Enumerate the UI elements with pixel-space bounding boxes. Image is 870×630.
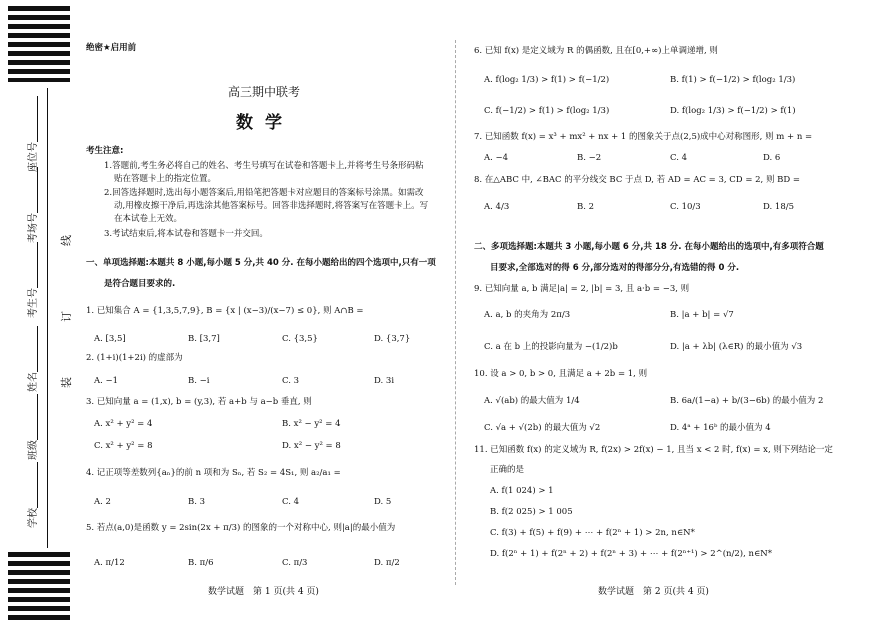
q8-stem: 8. 在△ABC 中, ∠BAC 的平分线交 BC 于点 D, 若 AD = AC = 3, CD = 2, 则 BD = <box>474 175 801 185</box>
field-exam-number: 考生号 <box>24 242 39 318</box>
q6-option-d: D. f(log₂ 1/3) > f(−1/2) > f(1) <box>670 106 796 116</box>
section1-heading: 一、单项选择题:本题共 8 小题,每小题 5 分,共 40 分. 在每小题给出的四个选项中,只有一项 <box>86 258 436 268</box>
q11-option-d: D. f(2ⁿ + 1) + f(2ⁿ + 2) + f(2ⁿ + 3) + ⋯ + f(2ⁿ⁺¹) > 2^(n/2), n∈N* <box>490 549 772 559</box>
q5-stem: 5. 若点(a,0)是函数 y = 2sin(2x + π/3) 的图象的一个对称中心, 则|a|的最小值为 <box>86 523 396 533</box>
q7-option-a: A. −4 <box>484 153 509 163</box>
field-room: 考场号 <box>24 167 39 243</box>
q1-option-a: A. [3,5] <box>94 334 126 344</box>
q3-option-d: D. x² − y² = 8 <box>282 441 341 451</box>
q4-option-d: D. 5 <box>374 497 392 507</box>
q8-option-c: C. 10/3 <box>670 202 701 212</box>
page2-footer: 数学试题 第 2 页(共 4 页) <box>598 587 709 597</box>
q1-option-b: B. [3,7] <box>188 334 220 344</box>
notice-line: 动,用橡皮擦干净后,再选涂其他答案标号。回答非选择题时,将答案写在答题卡上。写 <box>114 201 429 211</box>
subject-title: 数学 <box>236 113 294 133</box>
q9-stem: 9. 已知向量 a, b 满足|a| = 2, |b| = 3, 且 a·b = −3, 则 <box>474 284 690 294</box>
q5-option-a: A. π/12 <box>94 558 125 568</box>
q2-option-a: A. −1 <box>94 376 119 386</box>
q7-option-d: D. 6 <box>763 153 781 163</box>
q5-option-d: D. π/2 <box>374 558 400 568</box>
q4-option-b: B. 3 <box>188 497 206 507</box>
section1-heading-cont: 是符合题目要求的. <box>104 279 176 289</box>
q3-stem: 3. 已知向量 a = (1,x), b = (y,3), 若 a+b 与 a−b 垂直, 则 <box>86 397 312 407</box>
q10-option-d: D. 4ᵃ + 16ᵇ 的最小值为 4 <box>670 423 771 433</box>
q4-stem: 4. 记正项等差数列{aₙ}的前 n 项和为 Sₙ, 若 S₂ = 4S₁, 则 a₂/a₁ = <box>86 468 341 478</box>
barcode-stripes-top <box>8 6 70 82</box>
cut-mark-install: 装 <box>60 377 73 388</box>
field-class: 班级 <box>24 394 39 460</box>
q11-stem: 11. 已知函数 f(x) 的定义域为 R, f(2x) > 2f(x) − 1, 且当 x < 2 时, f(x) = x, 则下列结论一定 <box>474 445 833 455</box>
page-divider <box>455 40 456 585</box>
q10-option-b: B. 6a/(1−a) + b/(3−6b) 的最小值为 2 <box>670 396 824 406</box>
notice-line: 1.答题前,考生务必将自己的姓名、考生号填写在试卷和答题卡上,并将考生号条形码粘 <box>104 161 424 171</box>
notice-line: 3.考试结束后,将本试卷和答题卡一并交回。 <box>104 229 268 239</box>
field-seat: 座位号 <box>24 96 39 172</box>
q8-option-b: B. 2 <box>577 202 595 212</box>
q8-option-a: A. 4/3 <box>484 202 510 212</box>
notice-line: 贴在答题卡上的指定位置。 <box>114 174 217 184</box>
q4-option-a: A. 2 <box>94 497 111 507</box>
q10-option-a: A. √(ab) 的最大值为 1/4 <box>484 396 580 406</box>
q5-option-b: B. π/6 <box>188 558 214 568</box>
section2-heading-cont: 目要求,全部选对的得 6 分,部分选对的得部分分,有选错的得 0 分. <box>490 263 740 273</box>
q9-option-a: A. a, b 的夹角为 2π/3 <box>484 310 571 320</box>
q3-option-c: C. x² + y² = 8 <box>94 441 153 451</box>
q11-option-c: C. f(3) + f(5) + f(9) + ⋯ + f(2ⁿ + 1) > 2n, n∈N* <box>490 528 695 538</box>
q10-stem: 10. 设 a > 0, b > 0, 且满足 a + 2b = 1, 则 <box>474 369 648 379</box>
notice-line: 2.回答选择题时,选出每小题答案后,用铅笔把答题卡对应题目的答案标号涂黑。如需改 <box>104 188 424 198</box>
q6-option-a: A. f(log₂ 1/3) > f(1) > f(−1/2) <box>484 75 610 85</box>
q2-stem: 2. (1+i)(1+2i) 的虚部为 <box>86 353 183 363</box>
q9-option-b: B. |a + b| = √7 <box>670 310 734 320</box>
barcode-stripes-bottom <box>8 552 70 624</box>
notice-heading: 考生注意: <box>86 146 124 156</box>
page1-footer: 数学试题 第 1 页(共 4 页) <box>208 587 319 597</box>
q6-option-b: B. f(1) > f(−1/2) > f(log₂ 1/3) <box>670 75 796 85</box>
q1-stem: 1. 已知集合 A = {1,3,5,7,9}, B = {x | (x−3)/(x−7) ≤ 0}, 则 A∩B = <box>86 306 364 316</box>
q2-option-c: C. 3 <box>282 376 300 386</box>
q6-option-c: C. f(−1/2) > f(1) > f(log₂ 1/3) <box>484 106 610 116</box>
q4-option-c: C. 4 <box>282 497 300 507</box>
cut-mark-line: 线 <box>60 235 73 246</box>
q1-option-c: C. {3,5} <box>282 334 318 344</box>
q3-option-a: A. x² + y² = 4 <box>94 419 153 429</box>
cut-mark-bind: 订 <box>60 311 73 322</box>
binding-line <box>47 88 48 548</box>
field-school: 学校 <box>24 462 39 528</box>
q11-option-a: A. f(1 024) > 1 <box>490 486 554 496</box>
confidential-label: 绝密★启用前 <box>86 43 137 53</box>
q1-option-d: D. {3,7} <box>374 334 411 344</box>
q2-option-b: B. −i <box>188 376 210 386</box>
q7-stem: 7. 已知函数 f(x) = x³ + mx² + nx + 1 的图象关于点(2,5)成中心对称图形, 则 m + n = <box>474 132 813 142</box>
q8-option-d: D. 18/5 <box>763 202 795 212</box>
q9-option-d: D. |a + λb| (λ∈R) 的最小值为 √3 <box>670 342 803 352</box>
q2-option-d: D. 3i <box>374 376 395 386</box>
q10-option-c: C. √a + √(2b) 的最大值为 √2 <box>484 423 601 433</box>
q7-option-b: B. −2 <box>577 153 602 163</box>
q7-option-c: C. 4 <box>670 153 688 163</box>
section2-heading: 二、多项选择题:本题共 3 小题,每小题 6 分,共 18 分. 在每小题给出的选项中,有多项符合题 <box>474 242 824 252</box>
q11-stem-cont: 正确的是 <box>490 465 525 475</box>
q5-option-c: C. π/3 <box>282 558 308 568</box>
q9-option-c: C. a 在 b 上的投影向量为 −(1/2)b <box>484 342 618 352</box>
q11-option-b: B. f(2 025) > 1 005 <box>490 507 573 517</box>
q3-option-b: B. x² − y² = 4 <box>282 419 341 429</box>
field-name: 姓名 <box>24 326 39 392</box>
notice-line: 在本试卷上无效。 <box>114 214 183 224</box>
q6-stem: 6. 已知 f(x) 是定义域为 R 的偶函数, 且在[0,+∞)上单调递增, 则 <box>474 46 718 56</box>
exam-title: 高三期中联考 <box>228 85 301 99</box>
